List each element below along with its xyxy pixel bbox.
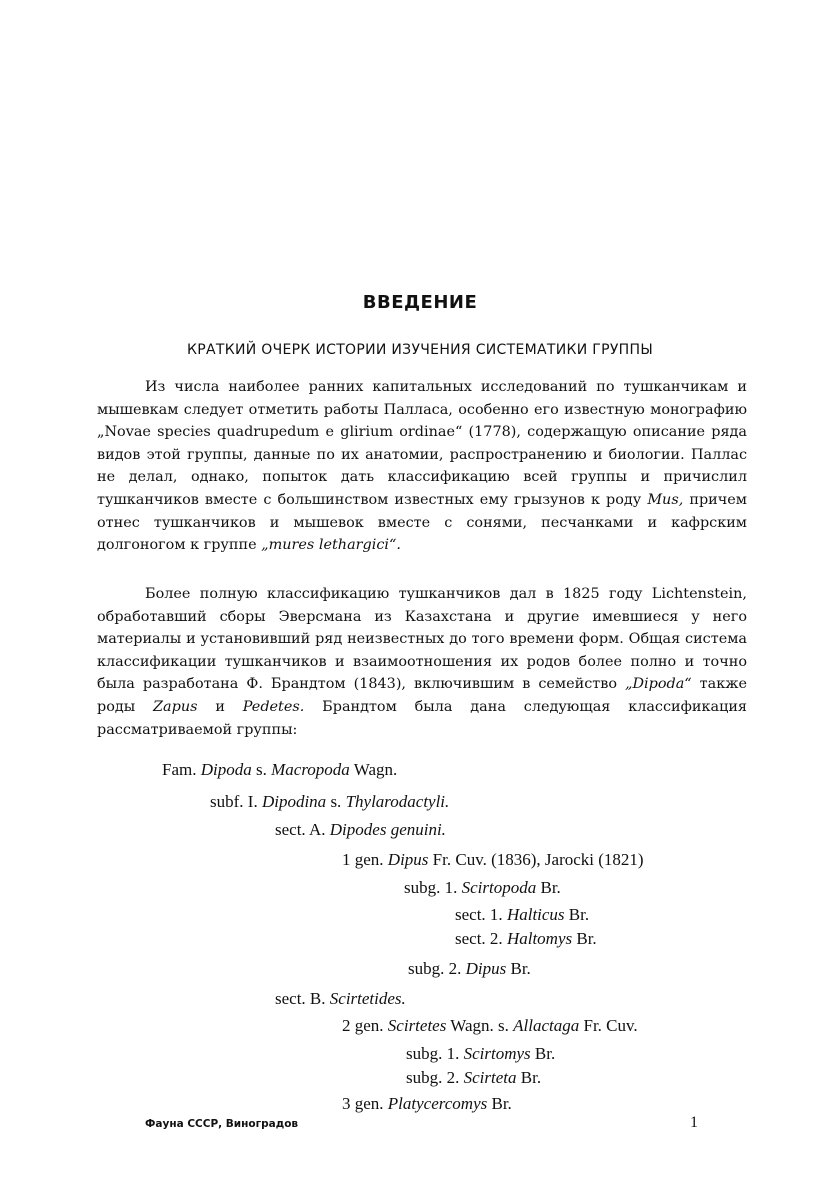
class-6-prefix: sect. 2. — [455, 929, 507, 948]
class-6-taxon: Haltomys — [506, 929, 573, 948]
classification-line-subgenus-2-2 — [406, 1068, 541, 1088]
class-3-prefix: 1 gen. — [342, 850, 388, 869]
paragraph-2-text-d: Брандтом была дана следующая классификация рассматриваемой группы: — [97, 698, 747, 738]
class-12-author: Br. — [487, 1094, 512, 1113]
classification-line-section-b — [275, 989, 406, 1009]
class-1-taxon-2: Thylarodactyli. — [345, 792, 450, 811]
paragraph-2 — [97, 583, 747, 741]
classification-line-genus-3 — [342, 1094, 512, 1114]
class-9-prefix: 2 gen. — [342, 1016, 388, 1035]
section-subtitle: КРАТКИЙ ОЧЕРК ИСТОРИИ ИЗУЧЕНИЯ СИСТЕМАТИКИ ГРУППЫ — [187, 342, 653, 358]
paragraph-2-italic-pedetes: Pedetes. — [242, 698, 305, 715]
classification-line-subfamily — [210, 792, 449, 812]
paragraph-1-italic-mures: „mures lethargici“. — [261, 537, 401, 554]
class-0-prefix: Fam. — [162, 760, 201, 779]
footer-source: Фауна СССР, Виноградов — [145, 1118, 299, 1130]
paragraph-1 — [97, 376, 747, 557]
paragraph-2-text-a: Более полную классификацию тушканчиков дал в 1825 году Lichtenstein, обработавший сборы Эверсмана из Казахстана и другие имевшиеся у него материалы и установивший ряд неизвестных до того времени форм. Общая система классификации тушканчиков и взаимоотношения их родов более полно и точно была разработана Ф. Брандтом (1843), включившим в семейство — [97, 586, 747, 693]
paragraph-2-text-c: и — [197, 698, 243, 715]
class-2-prefix: sect. A. — [275, 820, 330, 839]
classification-line-subgenus-1 — [404, 878, 561, 898]
classification-line-section-a — [275, 820, 446, 840]
class-0-author: Wagn. — [349, 760, 398, 779]
paragraph-1-text-a: Из числа наиболее ранних капитальных исследований по тушканчикам и мышевкам следует отметить работы Палласа, особенно его известную монографию „Novae species quadrupedum e glirium ordinae“ (1778), содержащую описание ряда видов этой группы, данные по их анатомии, распространению и биологии. Паллас не делал, однако, попыток дать классификацию всей группы и причислил тушканчиков вместе с большинством известных ему грызунов к роду — [97, 379, 747, 508]
class-11-author: Br. — [516, 1068, 542, 1087]
classification-line-genus-1 — [342, 850, 644, 870]
class-11-taxon: Scirteta — [463, 1068, 517, 1087]
class-7-author: Br. — [506, 959, 531, 978]
class-4-prefix: subg. 1. — [404, 878, 462, 897]
class-1-taxon: Dipodina — [261, 792, 327, 811]
classification-line-subgenus-2 — [408, 959, 531, 979]
classification-line-section-1 — [455, 905, 589, 925]
class-10-prefix: subg. 1. — [406, 1044, 464, 1063]
class-8-taxon: Scirtetides. — [329, 989, 406, 1008]
page-title: ВВЕДЕНИЕ — [362, 292, 478, 313]
class-5-prefix: sect. 1. — [455, 905, 507, 924]
class-0-taxon: Dipoda — [200, 760, 252, 779]
class-5-author: Br. — [564, 905, 590, 924]
class-11-prefix: subg. 2. — [406, 1068, 464, 1087]
class-0-taxon-2: Macropoda — [271, 760, 350, 779]
class-10-author: Br. — [530, 1044, 556, 1063]
class-12-prefix: 3 gen. — [342, 1094, 388, 1113]
class-3-taxon: Dipus — [387, 850, 429, 869]
class-9-taxon: Scirtetes — [387, 1016, 447, 1035]
class-3-author: Fr. Cuv. (1836), Jarocki (1821) — [428, 850, 644, 869]
class-9-taxon-2: Allactaga — [513, 1016, 580, 1035]
paragraph-1-italic-mus: Mus, — [647, 491, 684, 508]
class-10-taxon: Scirtomys — [463, 1044, 531, 1063]
class-4-author: Br. — [536, 878, 561, 897]
class-8-prefix: sect. B. — [275, 989, 330, 1008]
classification-line-subgenus-2-1 — [406, 1044, 555, 1064]
paragraph-2-italic-zapus: Zapus — [153, 698, 198, 715]
classification-line-genus-2 — [342, 1016, 638, 1036]
paragraph-2-text-b: также роды — [97, 676, 747, 715]
class-9-author: Fr. Cuv. — [579, 1016, 638, 1035]
page-number: 1 — [690, 1114, 698, 1131]
class-5-taxon: Halticus — [506, 905, 565, 924]
class-12-taxon: Platycercomys — [387, 1094, 488, 1113]
class-7-prefix: subg. 2. — [408, 959, 466, 978]
class-0-mid: s. — [251, 760, 272, 779]
class-1-mid: s. — [326, 792, 346, 811]
class-2-taxon: Dipodes genuini. — [329, 820, 446, 839]
paragraph-2-italic-dipoda: „Dipoda“ — [625, 676, 692, 693]
paragraph-1-text-b: причем отнес тушканчиков и мышевок вместе с сонями, песчанками и кафрским долгоногом к группе — [97, 491, 747, 554]
class-6-author: Br. — [572, 929, 597, 948]
class-7-taxon: Dipus — [465, 959, 507, 978]
classification-line-family — [162, 760, 397, 780]
class-9-mid: Wagn. s. — [446, 1016, 514, 1035]
class-4-taxon: Scirtopoda — [461, 878, 537, 897]
classification-line-section-2 — [455, 929, 597, 949]
class-1-prefix: subf. I. — [210, 792, 262, 811]
